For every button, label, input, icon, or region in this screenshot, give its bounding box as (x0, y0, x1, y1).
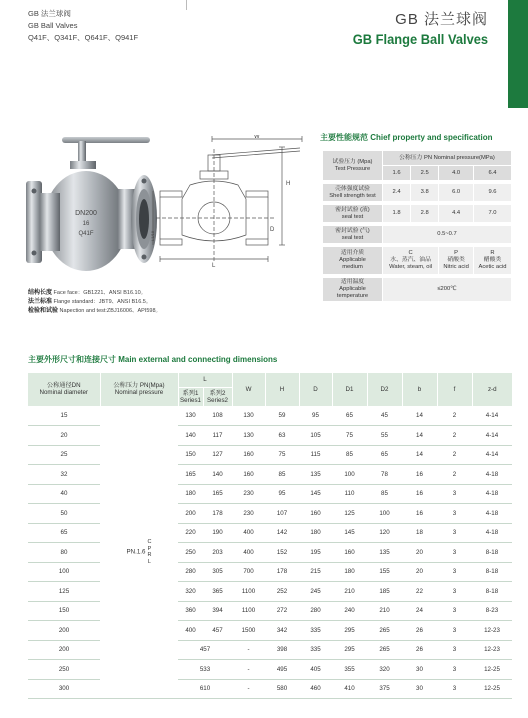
table-cell: 360 (178, 601, 203, 621)
table-cell: 50 (28, 504, 100, 524)
table-cell: 400 (232, 543, 265, 563)
table-cell: 305 (203, 562, 232, 582)
table-cell: 230 (232, 504, 265, 524)
svg-text:D: D (270, 227, 275, 233)
table-cell: 18 (402, 523, 437, 543)
table-cell: 150 (178, 445, 203, 465)
table-cell: 180 (299, 523, 332, 543)
table-cell: 320 (178, 582, 203, 602)
dimensions-body (28, 406, 512, 699)
header-line-models: Q41F、Q341F、Q641F、Q941F (28, 33, 139, 42)
col-zd: z-d (472, 373, 512, 406)
table-cell: 3 (437, 601, 472, 621)
table-cell: 85 (265, 465, 299, 485)
spec-title: 主要性能规范 Chief property and specification (320, 133, 493, 142)
table-cell: 14 (402, 445, 437, 465)
table-cell: 265 (367, 640, 402, 660)
table-cell: 63 (265, 426, 299, 446)
table-cell: 190 (203, 523, 232, 543)
table-cell: 178 (203, 504, 232, 524)
table-cell: 22 (402, 582, 437, 602)
table-cell: 108 (203, 406, 232, 426)
pn-value: PN.1.6 (126, 548, 146, 556)
table-cell: 26 (402, 621, 437, 641)
spec-seal-value: 4.4 (439, 205, 474, 223)
table-cell: 200 (28, 640, 100, 660)
spec-seal-value: 2.8 (411, 205, 439, 223)
table-cell: 4-14 (472, 406, 512, 426)
table-cell: 3 (437, 679, 472, 699)
green-side-tab (508, 0, 528, 108)
table-cell: 85 (332, 445, 367, 465)
table-cell: 160 (232, 465, 265, 485)
spec-shell-value: 3.8 (411, 184, 439, 202)
table-cell: 65 (28, 523, 100, 543)
table-cell: 12-23 (472, 621, 512, 641)
table-cell: 160 (332, 543, 367, 563)
table-cell: 12-23 (472, 640, 512, 660)
table-cell: 65 (332, 406, 367, 426)
table-cell: 155 (367, 562, 402, 582)
spec-table (322, 150, 512, 302)
table-cell: 195 (299, 543, 332, 563)
pn-codes: C P R L (147, 539, 152, 565)
top-rule (186, 0, 187, 10)
spec-pn: 1.6 (383, 166, 411, 181)
col-d2: D2 (367, 373, 402, 406)
table-cell: 130 (178, 406, 203, 426)
table-cell: 160 (232, 445, 265, 465)
page-title-en: GB Flange Ball Valves (352, 31, 488, 47)
table-cell: 105 (299, 426, 332, 446)
table-cell: 20 (402, 562, 437, 582)
table-cell: 295 (332, 640, 367, 660)
table-cell: 130 (232, 406, 265, 426)
table-cell: 140 (203, 465, 232, 485)
table-cell: 75 (332, 426, 367, 446)
table-cell: 1500 (232, 621, 265, 641)
table-cell: 1100 (232, 601, 265, 621)
table-cell: 20 (402, 543, 437, 563)
header-line-en: GB Ball Valves (28, 21, 78, 30)
table-cell: 110 (332, 484, 367, 504)
table-cell: 250 (28, 660, 100, 680)
table-cell: 12-25 (472, 679, 512, 699)
valve-photo (22, 135, 158, 285)
table-cell: 320 (367, 660, 402, 680)
table-cell: 95 (299, 406, 332, 426)
table-cell: 272 (265, 601, 299, 621)
note-flange: 法兰标准 Flange standard：JBT9、ANSI B16.5。 (28, 299, 152, 305)
table-cell: 8-23 (472, 601, 512, 621)
table-cell: 115 (299, 445, 332, 465)
table-cell: 610 (178, 679, 232, 699)
table-cell: 55 (367, 426, 402, 446)
table-cell: 120 (367, 523, 402, 543)
table-cell: - (232, 660, 265, 680)
table-cell: 335 (299, 640, 332, 660)
svg-text:Q41F: Q41F (78, 231, 94, 237)
col-dn: 公称通径DN Nominal diameter (28, 373, 100, 406)
table-cell: 335 (299, 621, 332, 641)
table-cell: 265 (367, 621, 402, 641)
table-cell: 32 (28, 465, 100, 485)
spec-seal-label: 密封试验 (液) seal test (323, 205, 383, 223)
table-cell: 8-18 (472, 582, 512, 602)
table-cell: 250 (178, 543, 203, 563)
col-f: f (437, 373, 472, 406)
page-title-cn: GB 法兰球阀 (395, 11, 488, 28)
col-pn: 公称压力 PN(Mpa) Nominal pressure (100, 373, 178, 406)
table-cell: 95 (265, 484, 299, 504)
table-cell: 3 (437, 660, 472, 680)
table-cell: 40 (28, 484, 100, 504)
table-cell: 457 (178, 640, 232, 660)
table-cell: 3 (437, 582, 472, 602)
table-cell: 135 (299, 465, 332, 485)
table-cell: 3 (437, 504, 472, 524)
spec-medium-p: P 硝酸类 Nitric acid (439, 247, 474, 275)
table-cell: 24 (402, 601, 437, 621)
col-w: W (232, 373, 265, 406)
table-cell: 180 (178, 484, 203, 504)
table-cell: 145 (299, 484, 332, 504)
table-cell: 495 (265, 660, 299, 680)
table-cell: 252 (265, 582, 299, 602)
table-cell: 3 (437, 562, 472, 582)
col-series2: 系列2 Series2 (203, 387, 232, 406)
table-cell: 127 (203, 445, 232, 465)
table-cell: 185 (367, 582, 402, 602)
spec-pressure-label: 试验压力 (Mpa) Test Pressure (323, 151, 383, 181)
table-cell: 16 (402, 504, 437, 524)
col-b: b (402, 373, 437, 406)
table-cell: 4-14 (472, 426, 512, 446)
table-cell: 210 (367, 601, 402, 621)
table-cell: 398 (265, 640, 299, 660)
col-l: L (178, 373, 232, 387)
note-test: 检验和试验 Napection and test:ZBJ16006、API598。 (28, 308, 162, 314)
header-left (28, 8, 138, 44)
table-cell: 4-18 (472, 484, 512, 504)
table-cell: 200 (28, 621, 100, 641)
spec-medium-r: R 醋酸类 Acetic acid (474, 247, 512, 275)
table-cell: 405 (299, 660, 332, 680)
table-cell: 3 (437, 484, 472, 504)
table-cell: 15 (28, 406, 100, 426)
spec-air-value: 0.5~0.7 (383, 226, 512, 244)
table-cell: 75 (265, 445, 299, 465)
spec-pn: 2.5 (411, 166, 439, 181)
table-cell: 394 (203, 601, 232, 621)
spec-medium-c: C 水、蒸汽、油品 Water, steam, oil (383, 247, 439, 275)
table-cell: 295 (332, 621, 367, 641)
table-cell: 100 (28, 562, 100, 582)
lever-handle (62, 137, 150, 143)
col-h: H (265, 373, 299, 406)
table-cell: 100 (332, 465, 367, 485)
table-cell: 107 (265, 504, 299, 524)
spec-medium-label: 适用介质 Applicable medium (323, 247, 383, 275)
table-cell: - (232, 640, 265, 660)
col-d: D (299, 373, 332, 406)
table-cell: 240 (332, 601, 367, 621)
table-cell: 14 (402, 406, 437, 426)
table-cell: 2 (437, 445, 472, 465)
svg-text:L1/18: L1/18 (150, 230, 155, 241)
table-cell: 3 (437, 543, 472, 563)
col-d1: D1 (332, 373, 367, 406)
table-cell: 85 (367, 484, 402, 504)
table-cell: 457 (203, 621, 232, 641)
table-cell: 3 (437, 621, 472, 641)
table-cell: 400 (178, 621, 203, 641)
table-cell: 200 (178, 504, 203, 524)
table-cell: 375 (367, 679, 402, 699)
table-cell: 460 (299, 679, 332, 699)
table-cell: 4-18 (472, 523, 512, 543)
table-cell: 245 (299, 582, 332, 602)
svg-text:DN200: DN200 (75, 210, 97, 217)
table-cell: 220 (178, 523, 203, 543)
table-cell: 230 (232, 484, 265, 504)
table-cell: 1100 (232, 582, 265, 602)
table-cell: 16 (402, 465, 437, 485)
table-cell: 30 (402, 660, 437, 680)
table-cell: 410 (332, 679, 367, 699)
svg-text:L: L (212, 263, 216, 269)
table-cell: 142 (265, 523, 299, 543)
pn-cell (100, 406, 178, 699)
table-cell: 25 (28, 445, 100, 465)
table-cell: 210 (332, 582, 367, 602)
table-row (28, 406, 512, 426)
table-cell: 533 (178, 660, 232, 680)
table-cell: 2 (437, 465, 472, 485)
table-cell: 165 (178, 465, 203, 485)
table-cell: 4-14 (472, 445, 512, 465)
spec-shell-value: 9.6 (474, 184, 512, 202)
svg-text:W: W (254, 135, 260, 140)
table-cell: 125 (332, 504, 367, 524)
header-line-cn: GB 法兰球阀 (28, 9, 71, 18)
table-cell: 145 (332, 523, 367, 543)
spec-shell-label: 壳体强度试验 Shell strength test (323, 184, 383, 202)
table-cell: 2 (437, 406, 472, 426)
table-cell: 165 (203, 484, 232, 504)
table-cell: 80 (28, 543, 100, 563)
table-cell: 4-18 (472, 504, 512, 524)
spec-shell-value: 2.4 (383, 184, 411, 202)
dimensions-table (28, 373, 512, 699)
spec-pn: 4.0 (439, 166, 474, 181)
table-cell: 215 (299, 562, 332, 582)
col-series1: 系列1 Series1 (178, 387, 203, 406)
table-cell: 12-25 (472, 660, 512, 680)
table-cell: 125 (28, 582, 100, 602)
standards-notes (28, 289, 161, 316)
table-cell: 280 (178, 562, 203, 582)
table-cell: 342 (265, 621, 299, 641)
dimensions-title: 主要外形尺寸和连接尺寸 Main external and connecting dimensions (28, 355, 278, 364)
table-cell: 152 (265, 543, 299, 563)
spec-shell-value: 6.0 (439, 184, 474, 202)
table-cell: 45 (367, 406, 402, 426)
svg-text:16: 16 (82, 221, 90, 227)
table-cell: 78 (367, 465, 402, 485)
table-cell: 280 (299, 601, 332, 621)
spec-seal-value: 7.0 (474, 205, 512, 223)
table-cell: 140 (178, 426, 203, 446)
spec-temp-value: ≤200℃ (383, 278, 512, 302)
spec-pn: 6.4 (474, 166, 512, 181)
table-cell: 130 (232, 426, 265, 446)
table-cell: 580 (265, 679, 299, 699)
table-cell: 59 (265, 406, 299, 426)
table-cell: 180 (332, 562, 367, 582)
table-cell: 14 (402, 426, 437, 446)
valve-drawing (150, 135, 310, 285)
table-cell: 3 (437, 523, 472, 543)
table-cell: 150 (28, 601, 100, 621)
table-cell: 178 (265, 562, 299, 582)
table-cell: 3 (437, 640, 472, 660)
table-cell: 203 (203, 543, 232, 563)
spec-seal-value: 1.8 (383, 205, 411, 223)
spec-pressure-header: 公称压力 PN Nominal pressure(MPa) (383, 151, 512, 166)
table-cell: 8-18 (472, 543, 512, 563)
table-cell: 160 (299, 504, 332, 524)
spec-air-label: 密封试验 (气) seal test (323, 226, 383, 244)
spec-temp-label: 适用温度 Applicable temperature (323, 278, 383, 302)
table-cell: 20 (28, 426, 100, 446)
table-cell: 2 (437, 426, 472, 446)
table-cell: 30 (402, 679, 437, 699)
table-cell: 117 (203, 426, 232, 446)
table-cell: 8-18 (472, 562, 512, 582)
note-face: 结构长度 Face face：GB1221、ANSI B16.10。 (28, 290, 147, 296)
table-cell: 400 (232, 523, 265, 543)
table-cell: 300 (28, 679, 100, 699)
table-cell: 16 (402, 484, 437, 504)
svg-text:H: H (286, 181, 291, 187)
table-cell: 135 (367, 543, 402, 563)
table-cell: 700 (232, 562, 265, 582)
table-cell: 65 (367, 445, 402, 465)
table-cell: 100 (367, 504, 402, 524)
table-cell: 4-18 (472, 465, 512, 485)
table-cell: - (232, 679, 265, 699)
table-cell: 26 (402, 640, 437, 660)
table-cell: 355 (332, 660, 367, 680)
table-cell: 365 (203, 582, 232, 602)
